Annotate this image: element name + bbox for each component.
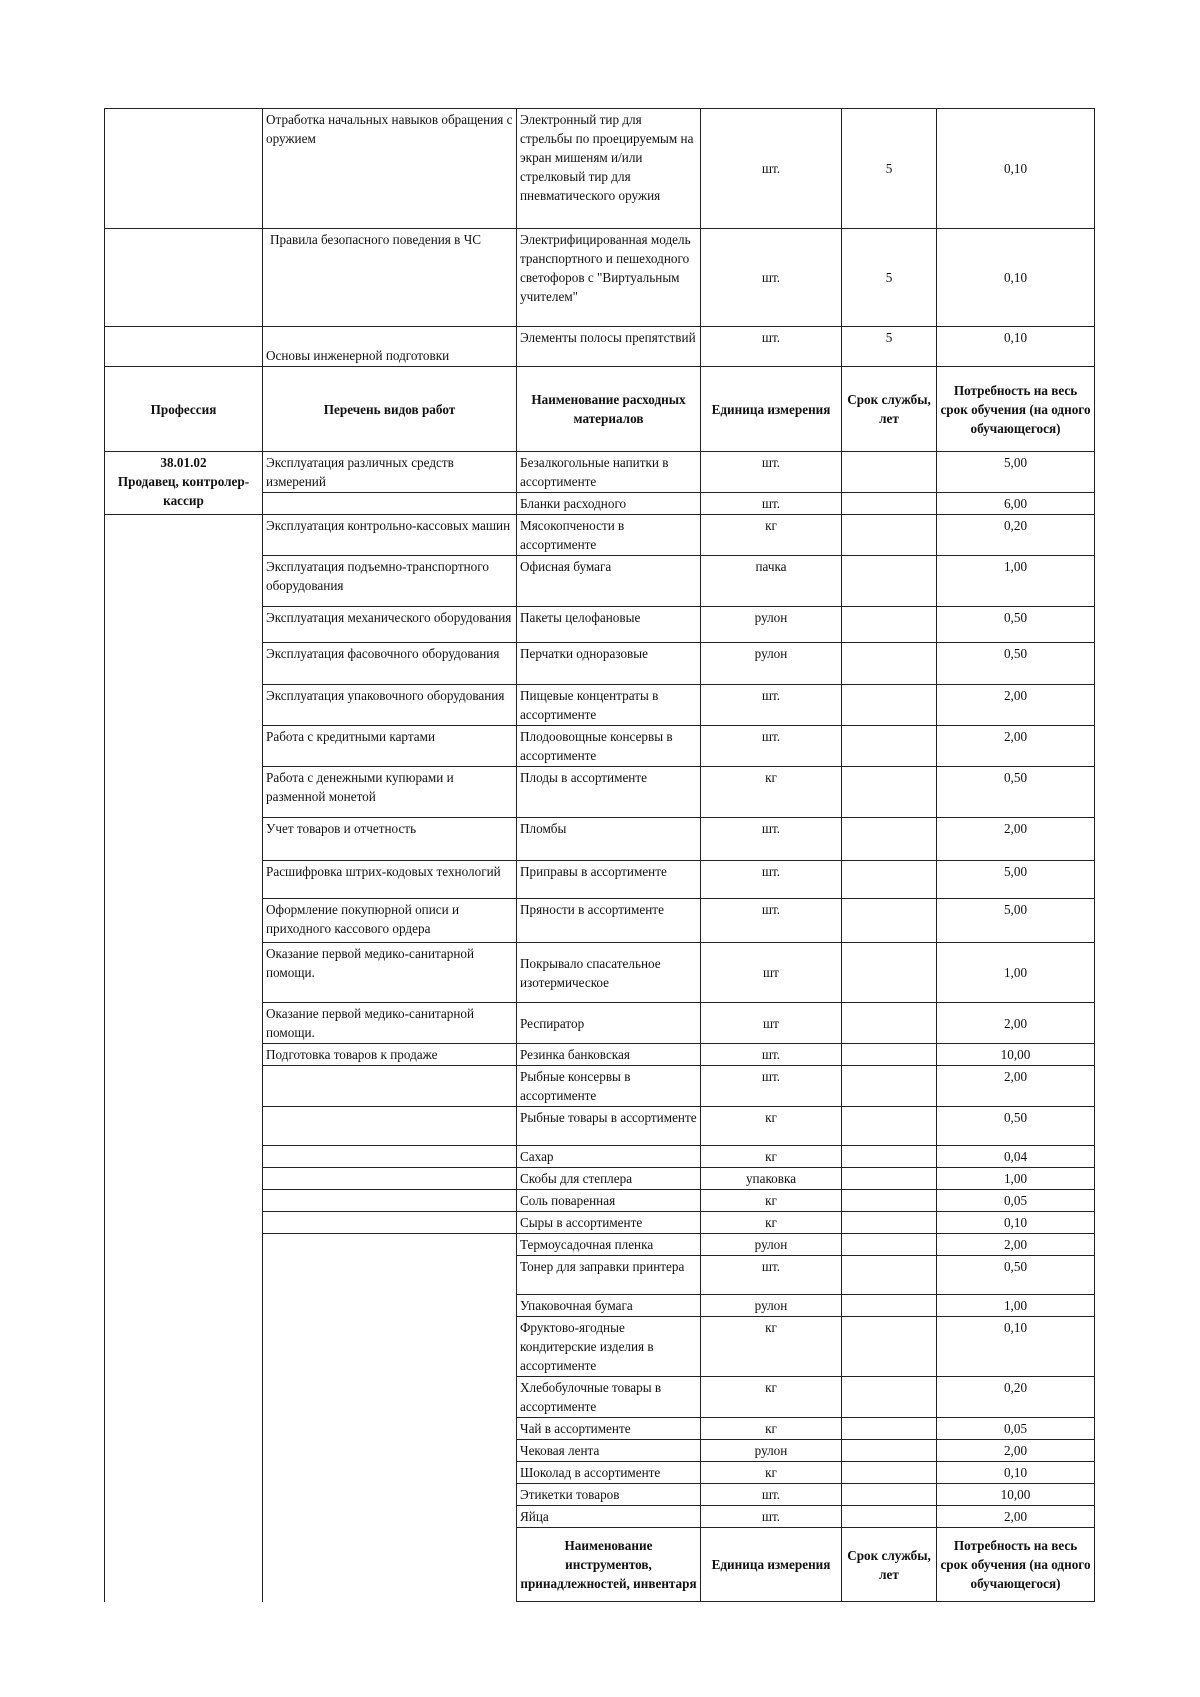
unit-cell: шт. xyxy=(701,327,842,367)
profession-cell xyxy=(105,1377,263,1418)
item-cell: Чековая лента xyxy=(517,1440,701,1462)
service-life-cell: 5 xyxy=(842,327,937,367)
item-cell: Резинка банковская xyxy=(517,1044,701,1066)
unit-cell: шт xyxy=(701,1003,842,1044)
profession-name: Продавец, контролер-кассир xyxy=(117,474,250,508)
table-row xyxy=(105,943,1095,1003)
table-row xyxy=(105,818,1095,861)
profession-cell xyxy=(105,943,263,1003)
unit-cell: шт. xyxy=(701,1044,842,1066)
unit-cell: шт. xyxy=(701,493,842,515)
item-cell: Скобы для степлера xyxy=(517,1168,701,1190)
table-row xyxy=(105,767,1095,818)
need-cell: 0,10 xyxy=(937,229,1095,327)
table-row xyxy=(105,515,1095,556)
unit-cell: кг xyxy=(701,1146,842,1168)
table-row xyxy=(105,1377,1095,1418)
unit-cell: пачка xyxy=(701,556,842,607)
work-type-cell: Основы инженерной подготовки xyxy=(263,327,517,367)
need-cell: 6,00 xyxy=(937,493,1095,515)
profession-cell xyxy=(105,556,263,607)
work-type-cell: Расшифровка штрих-кодовых технологий xyxy=(263,861,517,899)
service-life-cell xyxy=(842,515,937,556)
unit-cell: кг xyxy=(701,1190,842,1212)
table-row xyxy=(105,1317,1095,1377)
item-cell: Упаковочная бумага xyxy=(517,1295,701,1317)
document-sheet xyxy=(104,108,1094,1602)
table-row xyxy=(105,643,1095,685)
unit-cell: шт. xyxy=(701,452,842,493)
unit-cell: шт xyxy=(701,943,842,1003)
service-life-cell xyxy=(842,1317,937,1377)
work-type-cell xyxy=(263,1377,517,1602)
table-row xyxy=(105,327,1095,367)
unit-cell: шт. xyxy=(701,1256,842,1295)
work-type-cell: Подготовка товаров к продаже xyxy=(263,1044,517,1066)
profession-cell xyxy=(105,229,263,327)
work-type-cell xyxy=(263,1168,517,1190)
materials-table xyxy=(104,108,1095,1602)
need-cell: 0,05 xyxy=(937,1190,1095,1212)
profession-cell xyxy=(105,1066,263,1107)
item-cell: Пломбы xyxy=(517,818,701,861)
need-cell: 2,00 xyxy=(937,818,1095,861)
unit-cell: шт. xyxy=(701,726,842,767)
unit-cell: кг xyxy=(701,1107,842,1146)
service-life-cell xyxy=(842,1190,937,1212)
need-cell: 0,20 xyxy=(937,1377,1095,1418)
unit-cell: кг xyxy=(701,515,842,556)
service-life-cell xyxy=(842,1295,937,1317)
work-type-cell xyxy=(263,1190,517,1212)
table-row xyxy=(105,1484,1095,1506)
profession-cell xyxy=(105,1234,263,1256)
item-cell: Электронный тир для стрельбы по проецируемым на экран мишеням и/или стрелковый тир для пневматического оружия xyxy=(517,109,701,229)
service-life-cell xyxy=(842,1418,937,1440)
item-cell: Электрифицированная модель транспортного и пешеходного светофоров с "Виртуальным учителем" xyxy=(517,229,701,327)
profession-cell xyxy=(105,643,263,685)
service-life-cell xyxy=(842,1256,937,1295)
need-cell: 0,20 xyxy=(937,515,1095,556)
item-cell: Перчатки одноразовые xyxy=(517,643,701,685)
profession-cell xyxy=(105,452,263,515)
profession-cell xyxy=(105,685,263,726)
service-life-cell xyxy=(842,1107,937,1146)
item-cell: Соль поваренная xyxy=(517,1190,701,1212)
unit-cell: шт. xyxy=(701,229,842,327)
table-row xyxy=(105,726,1095,767)
item-cell: Этикетки товаров xyxy=(517,1484,701,1506)
table-row xyxy=(105,1462,1095,1484)
profession-cell xyxy=(105,1044,263,1066)
item-cell: Приправы в ассортименте xyxy=(517,861,701,899)
need-cell: 0,04 xyxy=(937,1146,1095,1168)
need-cell: 10,00 xyxy=(937,1484,1095,1506)
service-life-cell xyxy=(842,685,937,726)
item-cell: Сыры в ассортименте xyxy=(517,1212,701,1234)
table-row xyxy=(105,1256,1095,1295)
header-need: Потребность на весь срок обучения (на одного обучающегося) xyxy=(937,367,1095,452)
work-type-cell: Отработка начальных навыков обращения с оружием xyxy=(263,109,517,229)
item-cell: Сахар xyxy=(517,1146,701,1168)
item-cell: Покрывало спасательное изотермическое xyxy=(517,943,701,1003)
work-type-cell: Учет товаров и отчетность xyxy=(263,818,517,861)
service-life-cell xyxy=(842,1484,937,1506)
table-row xyxy=(105,861,1095,899)
profession-cell xyxy=(105,1003,263,1044)
item-cell: Термоусадочная пленка xyxy=(517,1234,701,1256)
need-cell: 0,05 xyxy=(937,1418,1095,1440)
table-row xyxy=(105,229,1095,327)
service-life-cell xyxy=(842,818,937,861)
need-cell: 1,00 xyxy=(937,556,1095,607)
item-cell: Шоколад в ассортименте xyxy=(517,1462,701,1484)
item-cell: Рыбные консервы в ассортименте xyxy=(517,1066,701,1107)
profession-cell xyxy=(105,607,263,643)
table-row xyxy=(105,685,1095,726)
work-type-cell xyxy=(263,1212,517,1234)
service-life-cell xyxy=(842,1462,937,1484)
tools-header-row xyxy=(105,1528,1095,1602)
work-type-cell xyxy=(263,1107,517,1146)
table-row xyxy=(105,1506,1095,1528)
profession-cell xyxy=(105,327,263,367)
profession-cell xyxy=(105,767,263,818)
profession-cell xyxy=(105,1295,263,1317)
profession-cell xyxy=(105,818,263,861)
service-life-cell xyxy=(842,1440,937,1462)
item-cell: Респиратор xyxy=(517,1003,701,1044)
profession-cell xyxy=(105,1212,263,1234)
need-cell: 1,00 xyxy=(937,1168,1095,1190)
service-life-cell xyxy=(842,1506,937,1528)
unit-cell: рулон xyxy=(701,1440,842,1462)
unit-cell: кг xyxy=(701,1212,842,1234)
table-row xyxy=(105,1418,1095,1440)
profession-code: 38.01.02 xyxy=(160,455,207,470)
table-row xyxy=(105,607,1095,643)
profession-cell xyxy=(105,1528,263,1602)
need-cell: 0,10 xyxy=(937,327,1095,367)
work-type-cell: Работа с денежными купюрами и разменной монетой xyxy=(263,767,517,818)
work-type-cell: Эксплуатация фасовочного оборудования xyxy=(263,643,517,685)
service-life-cell xyxy=(842,1212,937,1234)
unit-cell: рулон xyxy=(701,643,842,685)
table-row xyxy=(105,1107,1095,1146)
work-type-cell xyxy=(263,1066,517,1107)
table-header-row xyxy=(105,367,1095,452)
service-life-cell xyxy=(842,1168,937,1190)
service-life-cell xyxy=(842,493,937,515)
item-cell: Офисная бумага xyxy=(517,556,701,607)
unit-cell: шт. xyxy=(701,861,842,899)
need-cell: 0,50 xyxy=(937,607,1095,643)
need-cell: 0,50 xyxy=(937,1256,1095,1295)
profession-cell xyxy=(105,1317,263,1377)
unit-cell: шт. xyxy=(701,109,842,229)
item-cell: Безалкогольные напитки в ассортименте xyxy=(517,452,701,493)
need-cell: 5,00 xyxy=(937,861,1095,899)
need-cell: 0,50 xyxy=(937,1107,1095,1146)
work-type-cell: Оказание первой медико-санитарной помощи. xyxy=(263,943,517,1003)
table-row xyxy=(105,109,1095,229)
item-cell: Тонер для заправки принтера xyxy=(517,1256,701,1295)
unit-cell: кг xyxy=(701,1462,842,1484)
table-row xyxy=(105,556,1095,607)
service-life-cell xyxy=(842,452,937,493)
profession-cell xyxy=(105,1190,263,1212)
profession-cell xyxy=(105,861,263,899)
service-life-cell xyxy=(842,1044,937,1066)
table-row xyxy=(105,1168,1095,1190)
profession-cell xyxy=(105,109,263,229)
table-row xyxy=(105,1212,1095,1234)
service-life-cell xyxy=(842,1003,937,1044)
item-cell: Пищевые концентраты в ассортименте xyxy=(517,685,701,726)
need-cell: 0,10 xyxy=(937,1317,1095,1377)
table-row xyxy=(105,1440,1095,1462)
unit-cell: кг xyxy=(701,767,842,818)
need-cell: 2,00 xyxy=(937,726,1095,767)
work-type-cell: Правила безопасного поведения в ЧС xyxy=(263,229,517,327)
need-cell: 0,10 xyxy=(937,1212,1095,1234)
table-row xyxy=(105,1044,1095,1066)
work-type-cell xyxy=(263,1234,517,1377)
service-life-cell xyxy=(842,1066,937,1107)
service-life-cell xyxy=(842,1377,937,1418)
service-life-cell xyxy=(842,1234,937,1256)
service-life-cell xyxy=(842,767,937,818)
need-cell: 10,00 xyxy=(937,1044,1095,1066)
service-life-cell xyxy=(842,607,937,643)
item-cell: Фруктово-ягодные кондитерские изделия в ассортименте xyxy=(517,1317,701,1377)
header-need: Потребность на весь срок обучения (на одного обучающегося) xyxy=(937,1528,1095,1602)
unit-cell: упаковка xyxy=(701,1168,842,1190)
profession-cell xyxy=(105,1462,263,1484)
service-life-cell xyxy=(842,861,937,899)
work-type-cell: Эксплуатация контрольно-кассовых машин xyxy=(263,515,517,556)
unit-cell: кг xyxy=(701,1377,842,1418)
header-unit: Единица измерения xyxy=(701,367,842,452)
table-row xyxy=(105,1146,1095,1168)
item-cell: Бланки расходного xyxy=(517,493,701,515)
unit-cell: кг xyxy=(701,1418,842,1440)
unit-cell: рулон xyxy=(701,1234,842,1256)
profession-cell xyxy=(105,1484,263,1506)
item-cell: Чай в ассортименте xyxy=(517,1418,701,1440)
header-unit: Единица измерения xyxy=(701,1528,842,1602)
need-cell: 2,00 xyxy=(937,1066,1095,1107)
item-cell: Хлебобулочные товары в ассортименте xyxy=(517,1377,701,1418)
table-row xyxy=(105,1234,1095,1256)
work-type-cell: Эксплуатация различных средств измерений xyxy=(263,452,517,493)
unit-cell: шт. xyxy=(701,1484,842,1506)
unit-cell: шт. xyxy=(701,685,842,726)
unit-cell: кг xyxy=(701,1317,842,1377)
item-cell: Плодоовощные консервы в ассортименте xyxy=(517,726,701,767)
need-cell: 1,00 xyxy=(937,1295,1095,1317)
service-life-cell: 5 xyxy=(842,109,937,229)
service-life-cell xyxy=(842,726,937,767)
profession-cell xyxy=(105,1418,263,1440)
need-cell: 2,00 xyxy=(937,1440,1095,1462)
table-row xyxy=(105,1295,1095,1317)
profession-cell xyxy=(105,726,263,767)
header-materials: Наименование расходных материалов xyxy=(517,367,701,452)
header-life: Срок службы, лет xyxy=(842,367,937,452)
work-type-cell: Эксплуатация механического оборудования xyxy=(263,607,517,643)
item-cell: Рыбные товары в ассортименте xyxy=(517,1107,701,1146)
work-type-cell: Эксплуатация упаковочного оборудования xyxy=(263,685,517,726)
need-cell: 1,00 xyxy=(937,943,1095,1003)
service-life-cell xyxy=(842,899,937,943)
item-cell: Элементы полосы препятствий xyxy=(517,327,701,367)
table-row xyxy=(105,1066,1095,1107)
header-life: Срок службы, лет xyxy=(842,1528,937,1602)
item-cell: Мясокопчености в ассортименте xyxy=(517,515,701,556)
service-life-cell xyxy=(842,643,937,685)
table-row xyxy=(105,1003,1095,1044)
profession-cell xyxy=(105,1440,263,1462)
profession-cell xyxy=(105,1168,263,1190)
need-cell: 5,00 xyxy=(937,452,1095,493)
unit-cell: шт. xyxy=(701,899,842,943)
item-cell: Пряности в ассортименте xyxy=(517,899,701,943)
profession-cell xyxy=(105,1256,263,1295)
service-life-cell xyxy=(842,1146,937,1168)
need-cell: 0,50 xyxy=(937,767,1095,818)
unit-cell: шт. xyxy=(701,818,842,861)
work-type-cell: Оказание первой медико-санитарной помощи. xyxy=(263,1003,517,1044)
unit-cell: рулон xyxy=(701,1295,842,1317)
need-cell: 0,10 xyxy=(937,109,1095,229)
profession-cell xyxy=(105,1146,263,1168)
work-type-cell xyxy=(263,1146,517,1168)
profession-cell xyxy=(105,1506,263,1528)
work-type-cell: Работа с кредитными картами xyxy=(263,726,517,767)
unit-cell: рулон xyxy=(701,607,842,643)
service-life-cell xyxy=(842,556,937,607)
need-cell: 0,50 xyxy=(937,643,1095,685)
need-cell: 2,00 xyxy=(937,1234,1095,1256)
profession-cell xyxy=(105,515,263,556)
need-cell: 2,00 xyxy=(937,1003,1095,1044)
work-type-cell: Эксплуатация подъемно-транспортного оборудования xyxy=(263,556,517,607)
need-cell: 0,10 xyxy=(937,1462,1095,1484)
item-cell: Пакеты целофановые xyxy=(517,607,701,643)
service-life-cell: 5 xyxy=(842,229,937,327)
header-tools: Наименование инструментов, принадлежностей, инвентаря xyxy=(517,1528,701,1602)
work-type-cell: Оформление покупюрной описи и приходного кассового ордера xyxy=(263,899,517,943)
profession-cell xyxy=(105,899,263,943)
header-profession: Профессия xyxy=(105,367,263,452)
table-row xyxy=(105,1190,1095,1212)
header-works: Перечень видов работ xyxy=(263,367,517,452)
table-row xyxy=(105,452,1095,493)
unit-cell: шт. xyxy=(701,1066,842,1107)
work-type-cell xyxy=(263,493,517,515)
service-life-cell xyxy=(842,943,937,1003)
table-row xyxy=(105,899,1095,943)
need-cell: 2,00 xyxy=(937,685,1095,726)
unit-cell: шт. xyxy=(701,1506,842,1528)
need-cell: 2,00 xyxy=(937,1506,1095,1528)
need-cell: 5,00 xyxy=(937,899,1095,943)
item-cell: Плоды в ассортименте xyxy=(517,767,701,818)
profession-cell xyxy=(105,1107,263,1146)
item-cell: Яйца xyxy=(517,1506,701,1528)
